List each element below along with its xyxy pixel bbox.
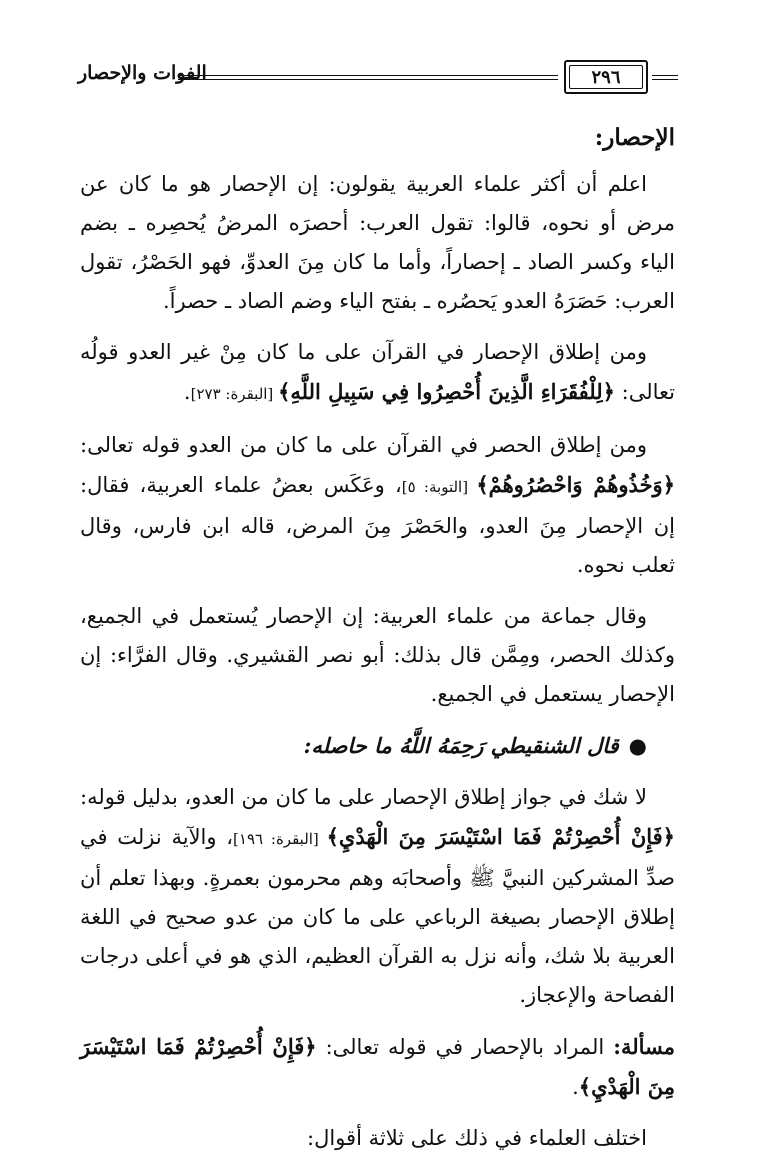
page-body — [80, 118, 675, 1170]
bullet-heading — [80, 726, 675, 766]
quran-quote: ﴿وَخُذُوهُمْ وَاحْصُرُوهُمْ﴾ — [476, 472, 675, 497]
quran-quote: ﴿فَإِنْ أُحْصِرْتُمْ فَمَا اسْتَيْسَرَ مِنَ الْهَدْيِ﴾ — [80, 1034, 675, 1099]
paragraph-5-text: لا شك في جواز إطلاق الإحصار على ما كان من العدو، بدليل قوله: — [80, 785, 647, 809]
section-heading: الإحصار: — [594, 124, 675, 151]
quran-reference: [البقرة: ٢٧٣] — [190, 385, 279, 403]
paragraph-5 — [80, 778, 675, 1015]
paragraph-6-end: . — [572, 1075, 579, 1099]
issue-term: مسألة: — [613, 1034, 675, 1059]
paragraph-2 — [80, 333, 675, 414]
quran-quote: ﴿فَإِنْ أُحْصِرْتُمْ فَمَا اسْتَيْسَرَ مِنَ الْهَدْيِ﴾ — [326, 824, 675, 849]
page-number-box — [564, 60, 648, 94]
page-header — [78, 60, 678, 100]
header-rule-right — [652, 75, 678, 80]
paragraph-6 — [80, 1027, 675, 1107]
quran-reference: [البقرة: ١٩٦] — [233, 830, 327, 848]
paragraph-3-end: ، وعَكَس بعضُ علماء العربية، فقال: إن الإحصار مِنَ العدو، والحَصْرَ مِنَ المرض، قاله ابن فارس، وقال ثعلب نحوه. — [80, 473, 675, 577]
paragraph-4: وقال جماعة من علماء العربية: إن الإحصار يُستعمل في الجميع، وكذلك الحصر، ومِمَّن قال بذلك: أبو نصر القشيري. وقال الفرَّاء: إن الإحصار يستعمل في الجميع. — [80, 604, 675, 706]
header-rule-left — [178, 75, 558, 80]
paragraph-3 — [80, 426, 675, 585]
quran-quote: ﴿لِلْفُقَرَاءِ الَّذِينَ أُحْصِرُوا فِي سَبِيلِ اللَّهِ﴾ — [278, 379, 615, 404]
paragraph-2-text: ومن إطلاق الإحصار في القرآن على ما كان مِنْ غير العدو قولُه تعالى: — [80, 340, 675, 404]
quran-reference: [التوبة: ٥] — [401, 478, 477, 496]
page-number: ٢٩٦ — [569, 65, 643, 89]
running-title: الفوات والإحصار — [78, 62, 207, 84]
paragraph-1: اعلم أن أكثر علماء العربية يقولون: إن الإحصار هو ما كان عن مرض أو نحوه، قالوا: تقول العرب: أحصرَه المرضُ يُحصِره ـ بضم الياء وكسر الصاد ـ إحصاراً، وأما ما كان مِنَ العدوِّ، فهو الحَصْرُ، تقول العرب: حَصَرَهُ العدو يَحصُره ـ بفتح الياء وضم الصاد ـ حصراً. — [80, 172, 675, 313]
bullet-heading-text: قال الشنقيطي رَحِمَهُ اللَّهُ ما حاصله: — [303, 733, 619, 758]
bullet-icon: ● — [628, 734, 647, 758]
paragraph-5-end: ، والآية نزلت في صدِّ المشركين النبيَّ ﷺ وأصحابَه وهم محرمون بعمرةٍ. وبهذا تعلم أن إطلاق الإحصار بصيغة الرباعي على ما كان من عدو صحيح في اللغة العربية بلا شك، وأنه نزل به القرآن العظيم، الذي هو في أعلى درجات الفصاحة والإعجاز. — [80, 825, 675, 1007]
paragraph-7: اختلف العلماء في ذلك على ثلاثة أقوال: — [307, 1126, 647, 1150]
paragraph-3-text: ومن إطلاق الحصر في القرآن على ما كان من العدو قوله تعالى: — [80, 433, 647, 457]
paragraph-6-text: المراد بالإحصار في قوله تعالى: — [316, 1035, 614, 1059]
paragraph-2-end: . — [183, 380, 191, 404]
